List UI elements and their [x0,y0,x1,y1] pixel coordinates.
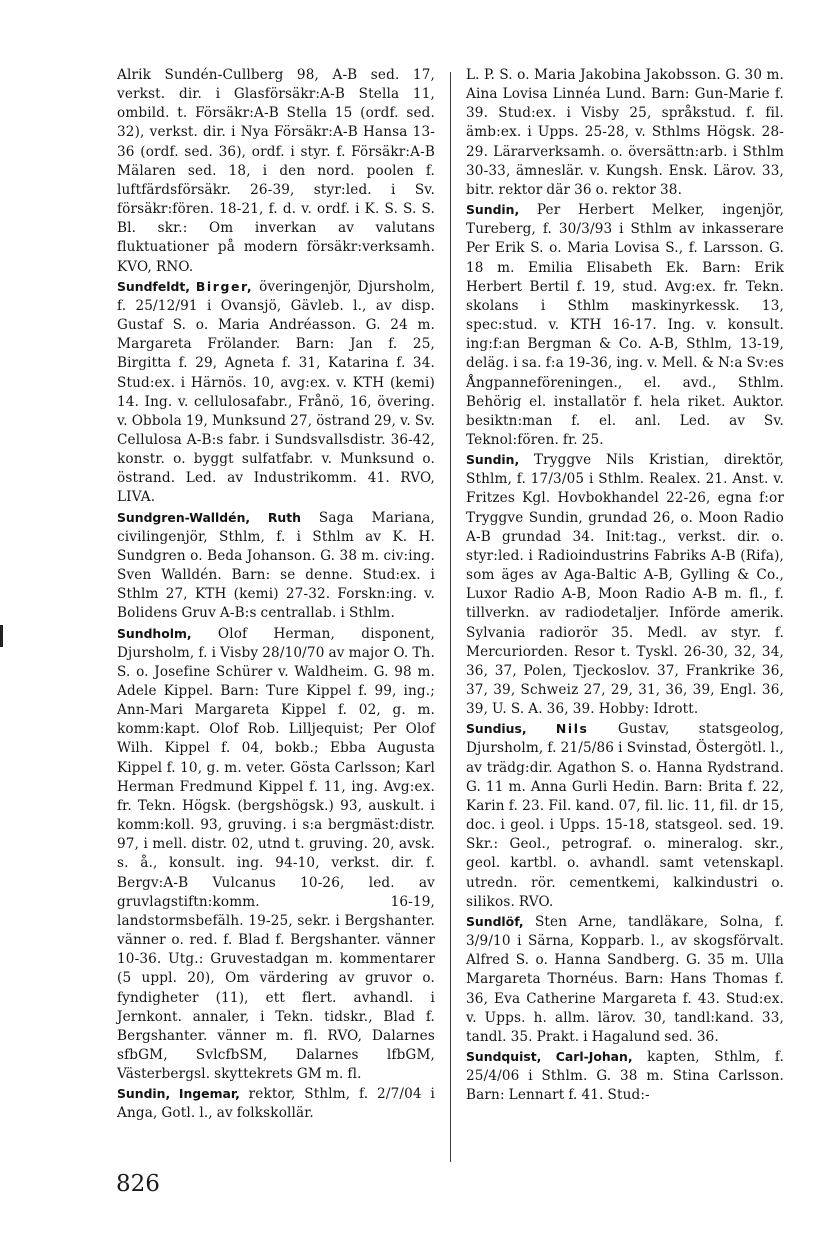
entry-text: L. P. S. o. Maria Jakobina Jakobsson. G. 30 m. Aina Lovisa Linnéa Lund. Barn: Gun-Marie f. 39. Stud:ex. i Visby 25, språkstud. f. fil. ämb:ex. i Upps. 25-28, v. Sthlms Högsk. 28-29. Lärarverksamh. o. översättn:arb. i Sthlm 30-33, ämneslär. v. Kungsh. Ensk. Lärov. 33, bitr. rektor där 36 o. rektor 38. [466,67,784,198]
entry-sundin-tryggve [466,450,784,719]
entry-given-name: Birger, [195,278,254,294]
entry-text: rektor, Sthlm, f. 2/7/04 i Anga, Gotl. l., av folkskollär. [117,1086,435,1122]
entry-sundholm-olof-herman [117,624,435,1085]
page-number: 826 [116,1171,160,1197]
entry-surname: Sundfeldt, [117,278,190,294]
entry-sundquist-carl-johan [466,1047,784,1105]
entry-text: Olof Herman, disponent, Djursholm, f. i Visby 28/10/70 av major O. Th. S. o. Josefine Schürer v. Waldheim. G. 98 m. Adele Kippel. Barn: Ture Kippel f. 99, ing.; Ann-Mari Margareta Kippel f. 02, g. m. komm:kapt. Olof Rob. Lilljequist; Per Olof Wilh. Kippel f. 04, bokb.; Ebba Augusta Kippel f. 10, g. m. veter. Gösta Carlsson; Karl Herman Fredmund Kippel f. 11, ing. Avg:ex. fr. Tekn. Högsk. (bergshögsk.) 93, auskult. i komm:koll. 93, gruving. i s:a bergmäst:distr. 97, i mell. distr. 02, utnd t. gruving. 20, avsk. s. å., konsult. ing. 94-10, verkst. dir. f. Bergv:A-B Vulcanus 10-26, led. av gruvlagstiftn:komm. 16-19, landstormsbefälh. 19-25, sekr. i Bergshanter. vänner o. red. f. Blad f. Bergshanter. vänner 10-36. Utg.: Gruvestadgan m. kommentarer (5 uppl. 20), Om värdering av gruvor o. fyndigheter (11), ett flert. avhandl. i Jernkont. annaler, i Tekn. tidskr., Blad f. Bergshanter. vänner m. fl. RVO, Dalarnes sfbGM, SvlcfbSM, Dalarnes lfbGM, Västerbergsl. skyttekrets GM m. fl. [117,625,435,1083]
entry-text: Gustav, statsgeolog, Djursholm, f. 21/5/86 i Svinstad, Östergötl. l., av trädg:dir. Agathon S. o. Hanna Rydstrand. G. 11 m. Anna Gurli Hedin. Barn: Brita f. 22, Karin f. 23. Fil. kand. 07, fil. lic. 11, fil. dr 15, doc. i geol. i Upps. 15-18, statsgeol. sed. 19. Skr.: Geol., petrograf. o. mineralog. skr., geol. kartbl. o. avhandl. samt vetenskapl. utredn. rör. cementkemi, kalkindustri o. silikos. RVO. [466,721,784,910]
entry-sundgren-wallden-ruth [117,508,435,624]
entry-surname: Sundlöf, [466,913,524,929]
column-divider [450,72,451,1162]
entry-text: Saga Mariana, civilingenjör, Sthlm, f. i Sthlm av K. H. Sundgren o. Beda Johanson. G. 38 m. civ:ing. Sven Walldén. Barn: se denne. Stud:ex. i Sthlm 27, KTH (kemi) 27-32. Forskn:ing. v. Bolidens Gruv A-B:s centrallab. i Sthlm. [117,509,435,622]
entry-text: kapten, Sthlm, f. 25/4/06 i Sthlm. G. 38 m. Stina Carlsson. Barn: Lennart f. 41. Stud:- [466,1048,784,1104]
entry-text: Sten Arne, tandläkare, Solna, f. 3/9/10 i Särna, Kopparb. l., av skogsförvalt. Alfred S. o. Hanna Sandberg. G. 35 m. Ulla Margareta Thornéus. Barn: Hans Thomas f. 36, Eva Catherine Margareta f. 43. Stud:ex. v. Upps. h. allm. lärov. 30, tandl:kand. 33, tandl. 35. Prakt. i Hagalund sed. 36. [466,913,784,1045]
entry-surname: Sundquist, Carl-Johan, [466,1048,633,1064]
right-column [466,66,784,1105]
entry-text: Alrik Sundén-Cullberg 98, A-B sed. 17, verkst. dir. i Glasförsäkr:A-B Stella 11, ombild. t. Försäkr:A-B Stella 15 (ordf. sed. 32), verkst. dir. i Nya Försäkr:A-B Hansa 13-36 (ordf. sed. 36), ordf. i styr. f. Försäkr:A-B Mälaren sed. 18, i den nord. poolen f. luftfärdsförsäkr. 26-39, styr:led. i Sv. försäkr:fören. 18-21, f. d. v. ordf. i K. S. S. S. Bl. skr.: Om inverkan av valutans fluktuationer på modern försäkr:verksamh. KVO, RNO. [117,67,435,275]
entry-text: Tryggve Nils Kristian, direktör, Sthlm, f. 17/3/05 i Sthlm. Realex. 21. Anst. v. Fritzes Kgl. Hovbokhandel 22-26, egna f:or Tryggve Sundin, grundad 26, o. Moon Radio A-B grundad 34. Init:tag., verkst. dir. o. styr:led. i Radioindustrins Fabriks A-B (Rifa), som äges av Aga-Baltic A-B, Gylling & Co., Luxor Radio A-B, Moon Radio A-B m. fl., f. tillverkn. av radiodetaljer. Införde amerik. Sylvania radiorör 35. Medl. av styr. f. Mercuriorden. Resor t. Tyskl. 26-30, 32, 34, 36, 37, Polen, Tjeckoslov. 37, Frankrike 36, 37, 39, Schweiz 27, 29, 31, 36, 39, Engl. 36, 39, U. S. A. 36, 39. Hobby: Idrott. [466,452,784,718]
entry-given-name: Nils [555,721,589,737]
left-column [117,66,435,1124]
entry-continuation-sunden-cullberg [117,66,435,277]
entry-surname: Sundgren-Walldén, Ruth [117,509,301,525]
entry-surname: Sundin, [466,452,520,468]
entry-text: Per Herbert Melker, ingenjör, Tureberg, f. 30/3/93 i Sthlm av inkasserare Per Erik S. o. Maria Lovisa S., f. Larsson. G. 18 m. Emilia Elisabeth Ek. Barn: Erik Herbert Bertil f. 19, stud. Avg:ex. fr. Tekn. skolans i Sthlm maskinyrkessk. 13, spec:stud. v. KTH 16-17. Ing. v. konsult. ing:f:an Bergman & Co. A-B, Sthlm, 13-19, deläg. i sa. f:a 19-36, ing. v. Mell. & N:a Sv:es Ångpanneföreningen., el. avd., Sthlm. Behörig el. installatör f. hela riket. Auktor. besiktn:man f. el. anl. Led. av Sv. Teknol:fören. fr. 25. [466,202,784,448]
entry-sundlof-sten-arne [466,912,784,1047]
entry-continuation-sundin-ingemar [466,66,784,200]
scan-edge-mark [0,625,3,647]
entry-surname: Sundin, [466,202,520,218]
entry-sundius-nils [466,719,784,912]
entry-surname: Sundholm, [117,625,192,641]
entry-sundfeldt-birger [117,277,435,508]
entry-text: överingenjör, Djursholm, f. 25/12/91 i Ovansjö, Gävleb. l., av disp. Gustaf S. o. Maria Andréasson. G. 24 m. Margareta Frölander. Barn: Jan f. 25, Birgitta f. 29, Agneta f. 31, Katarina f. 34. Stud:ex. i Härnös. 10, avg:ex. v. KTH (kemi) 14. Ing. v. cellulosafabr., Frånö, 16, övering. v. Obbola 19, Munksund 27, östrand 29, v. Sv. Cellulosa A-B:s fabr. i Sundsvallsdistr. 36-42, konstr. o. byggt sulfatfabr. v. Munksund o. östrand. Led. av Industrikomm. 41. RVO, LIVA. [117,278,435,506]
entry-surname: Sundin, Ingemar, [117,1086,240,1102]
entry-sundin-per-herbert [466,200,784,450]
entry-surname: Sundius, [466,721,527,737]
entry-sundin-ingemar [117,1084,435,1123]
